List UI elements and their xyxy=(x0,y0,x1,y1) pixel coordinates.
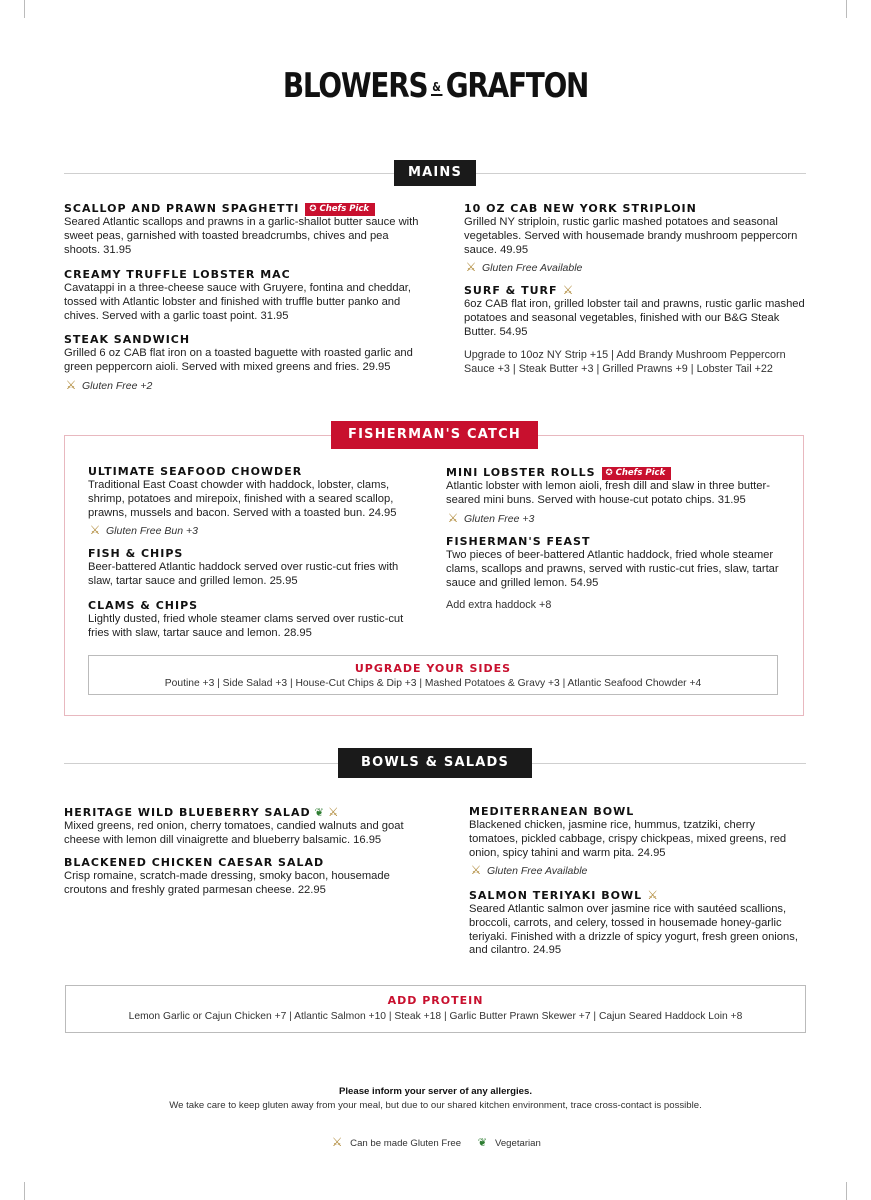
item-description: Seared Atlantic scallops and prawns in a garlic-shallot butter sauce with sweet peas, garnished with toasted breadcrumbs, chives and pea shoots. 31.95 xyxy=(64,216,419,256)
gluten-free-note: ⚔ Gluten Free +2 xyxy=(65,377,153,392)
item-name: 10 OZ CAB NEW YORK STRIPLOIN xyxy=(464,202,697,215)
chefs-pick-badge: ✪ Chefs Pick xyxy=(305,203,375,216)
item-description: Blackened chicken, jasmine rice, hummus, tzatziki, cherry tomatoes, pickled cabbage, crispy chickpeas, mixed greens, red onion, spicy tahini and warm pita. 24.95 xyxy=(469,819,787,859)
brand-amp: & xyxy=(432,79,441,94)
chefs-pick-badge: ✪ Chefs Pick xyxy=(602,467,672,480)
section-title-mains: MAINS xyxy=(394,160,476,186)
item-name: HERITAGE WILD BLUEBERRY SALAD ❦ ⚔ xyxy=(64,805,340,819)
upgrade-sides-title: UPGRADE YOUR SIDES xyxy=(354,662,512,675)
item-description: 6oz CAB flat iron, grilled lobster tail and prawns, rustic garlic mashed potatoes and seasonal vegetables, finished with our B&G Steak Butter. 54.95 xyxy=(464,298,805,338)
allergy-text: We take care to keep gluten away from your meal, but due to our shared kitchen environment, trace cross-contact is possible. xyxy=(169,1100,702,1111)
item-name: SALMON TERIYAKI BOWL ⚔ xyxy=(469,888,659,902)
item-name: FISH & CHIPS xyxy=(88,547,184,560)
crop-mark xyxy=(846,0,847,18)
wheat-crossed-icon: ⚔ xyxy=(647,888,659,902)
item-description: Two pieces of beer-battered Atlantic haddock, fried whole steamer clams, scallops and prawns, served with rustic-cut fries, slaw, tartar sauce and grilled lemon. 54.95 xyxy=(446,549,779,589)
menu-item xyxy=(88,465,418,538)
item-name: MINI LOBSTER ROLLS ✪ Chefs Pick xyxy=(446,466,786,480)
crop-mark xyxy=(24,1182,25,1200)
item-description: Lightly dusted, fried whole steamer clams served over rustic-cut fries with slaw, tartar sauce and lemon. 28.95 xyxy=(88,613,404,639)
item-name: CREAMY TRUFFLE LOBSTER MAC xyxy=(64,268,291,281)
wheat-crossed-icon: ⚔ xyxy=(65,377,77,392)
menu-item xyxy=(64,333,424,393)
menu-item xyxy=(88,547,418,589)
menu-item xyxy=(88,599,418,641)
menu-item xyxy=(64,805,414,848)
gluten-free-note: ⚔ Gluten Free Bun +3 xyxy=(89,523,198,538)
item-name: SCALLOP AND PRAWN SPAGHETTI ✪ Chefs Pick xyxy=(64,202,424,216)
item-description: Crisp romaine, scratch-made dressing, smoky bacon, housemade croutons and freshly grated parmesan cheese. 22.95 xyxy=(64,870,390,896)
gluten-free-note: ⚔ Gluten Free Available xyxy=(470,863,588,878)
crop-mark xyxy=(846,1182,847,1200)
legend-vegetarian: Vegetarian xyxy=(494,1138,541,1149)
wheat-crossed-icon: ⚔ xyxy=(447,510,459,525)
item-description: Grilled 6 oz CAB flat iron on a toasted baguette with roasted garlic and green peppercorn aioli. Served with mixed greens and fries. 29.95 xyxy=(64,347,413,373)
item-name: MEDITERRANEAN BOWL xyxy=(469,805,635,818)
menu-item xyxy=(464,283,806,339)
item-name: SURF & TURF ⚔ xyxy=(464,283,575,297)
legend-gluten-free: Can be made Gluten Free xyxy=(350,1138,462,1149)
wheat-crossed-icon: ⚔ xyxy=(327,805,340,819)
item-name: BLACKENED CHICKEN CAESAR SALAD xyxy=(64,856,325,869)
section-title-fisherman: FISHERMAN'S CATCH xyxy=(331,421,538,449)
wheat-crossed-icon: ⚔ xyxy=(89,523,101,538)
menu-item xyxy=(64,268,424,323)
item-description: Beer-battered Atlantic haddock served over rustic-cut fries with slaw, tartar sauce and grilled lemon. 25.95 xyxy=(88,561,399,587)
item-name: ULTIMATE SEAFOOD CHOWDER xyxy=(88,465,303,478)
legend xyxy=(0,1135,871,1149)
brand-logo xyxy=(78,66,792,106)
upgrade-sides-list: Poutine +3 | Side Salad +3 | House-Cut Chips & Dip +3 | Mashed Potatoes & Gravy +3 | Atlantic Seafood Chowder +4 xyxy=(164,678,702,689)
leaf-icon: ❦ xyxy=(314,806,325,819)
wheat-crossed-icon: ⚔ xyxy=(465,260,477,275)
add-protein-box xyxy=(65,985,806,1033)
item-description: Cavatappi in a three-cheese sauce with Gruyere, fontina and cheddar, tossed with Atlantic lobster and finished with truffle butter panko and chives. Served with a garlic toast point. 31.95 xyxy=(64,282,412,322)
item-description: Seared Atlantic salmon over jasmine rice with sautéed scallions, broccoli, carrots, and celery, tossed in housemade honey-garlic teriyaki. Finished with a drizzle of spicy yogurt, fresh green onions, and cilantro. 24.95 xyxy=(469,903,798,957)
item-description: Grilled NY striploin, rustic garlic mashed potatoes and seasonal vegetables. Served with housemade brandy mushroom peppercorn sauce. 49.95 xyxy=(464,216,798,256)
menu-item xyxy=(464,202,806,275)
menu-item xyxy=(469,888,807,958)
extra-note: Add extra haddock +8 xyxy=(446,599,552,611)
brand-right: GRAFTON xyxy=(445,66,589,106)
menu-item xyxy=(64,856,414,898)
menu-item xyxy=(446,535,786,590)
item-description: Traditional East Coast chowder with haddock, lobster, clams, shrimp, potatoes and mirepoix, finished with a seared scallop, prawns, mussels and bacon. Served with a toasted bun. 24.95 xyxy=(88,479,397,519)
menu-item xyxy=(64,202,424,257)
menu-item xyxy=(469,805,807,878)
wheat-crossed-icon: ⚔ xyxy=(331,1135,343,1149)
section-title-bowls: BOWLS & SALADS xyxy=(338,748,532,778)
brand-left: BLOWERS xyxy=(282,66,428,106)
upgrade-note: Upgrade to 10oz NY Strip +15 | Add Brandy Mushroom Peppercorn Sauce +3 | Steak Butter +3 | Grilled Prawns +9 | Lobster Tail +22 xyxy=(464,349,786,375)
star-icon: ✪ xyxy=(309,204,320,214)
gluten-free-note: ⚔ Gluten Free +3 xyxy=(447,510,535,525)
item-name: FISHERMAN'S FEAST xyxy=(446,535,591,548)
item-description: Atlantic lobster with lemon aioli, fresh dill and slaw in three butter-seared mini buns. Served with house-cut potato chips. 31.95 xyxy=(446,480,770,506)
allergy-notice xyxy=(0,1086,871,1111)
allergy-heading: Please inform your server of any allergies. xyxy=(338,1086,533,1097)
crop-mark xyxy=(24,0,25,18)
leaf-icon: ❦ xyxy=(477,1137,487,1149)
wheat-crossed-icon: ⚔ xyxy=(470,863,482,878)
star-icon: ✪ xyxy=(605,468,616,478)
menu-item xyxy=(446,466,786,526)
add-protein-title: ADD PROTEIN xyxy=(387,994,484,1007)
add-protein-list: Lemon Garlic or Cajun Chicken +7 | Atlantic Salmon +10 | Steak +18 | Garlic Butter Prawn Skewer +7 | Cajun Seared Haddock Loin +8 xyxy=(128,1011,743,1022)
wheat-crossed-icon: ⚔ xyxy=(562,283,575,297)
item-name: CLAMS & CHIPS xyxy=(88,599,199,612)
item-name: STEAK SANDWICH xyxy=(64,333,191,346)
gluten-free-note: ⚔ Gluten Free Available xyxy=(465,260,583,275)
upgrade-sides-box xyxy=(88,655,778,695)
item-description: Mixed greens, red onion, cherry tomatoes, candied walnuts and goat cheese with lemon dill vinaigrette and blueberry balsamic. 16.95 xyxy=(64,820,404,846)
